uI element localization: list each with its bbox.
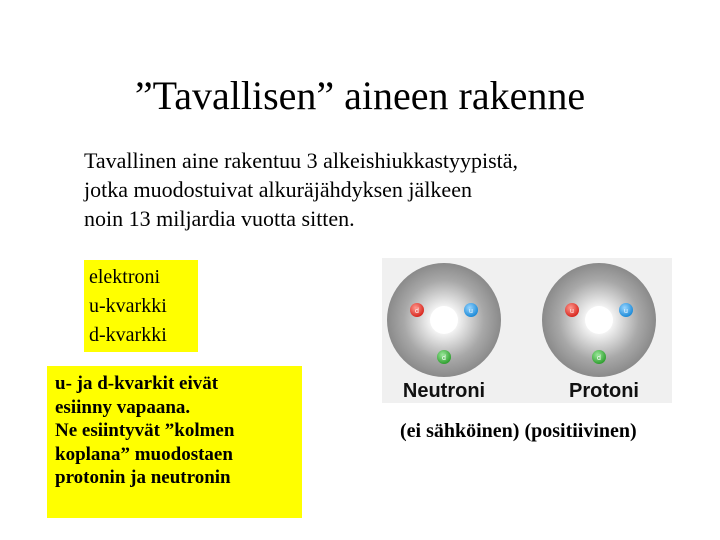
neutron-quark-1-label: d <box>415 308 419 315</box>
particle-d-quark: d-kvarkki <box>89 324 167 346</box>
neutron-diagram <box>387 263 501 377</box>
particle-u-quark: u-kvarkki <box>89 295 167 317</box>
nucleon-figure <box>382 258 672 403</box>
intro-text <box>84 146 684 233</box>
neutron-label: Neutroni <box>402 380 486 402</box>
note-line: Ne esiintyvät ”kolmen <box>55 420 235 441</box>
note-line: koplana” muodostaen <box>55 443 233 465</box>
charge-caption: (ei sähköinen) (positiivinen) <box>400 420 637 442</box>
proton-diagram <box>542 263 656 377</box>
particle-list-box <box>84 260 198 352</box>
quark-note-box <box>47 366 302 518</box>
neutron-quark-3-label: d <box>442 355 446 362</box>
slide-title: ”Tavallisen” aineen rakenne <box>134 73 586 118</box>
intro-line: Tavallinen aine rakentuu 3 alkeishiukkastyypistä, <box>84 148 519 173</box>
proton-label: Protoni <box>569 380 639 402</box>
proton-quark-1-label: u <box>570 308 574 315</box>
proton-quark-3-label: d <box>597 355 601 362</box>
neutron-quark-2-label: u <box>469 308 473 315</box>
note-line: protonin ja neutronin <box>55 467 231 488</box>
intro-line: noin 13 miljardia vuotta sitten. <box>84 206 355 231</box>
neutron-core <box>430 306 458 334</box>
particle-electron: elektroni <box>89 266 161 288</box>
proton-quark-2-label: u <box>624 308 628 315</box>
note-line: u- ja d-kvarkit eivät <box>55 373 219 394</box>
intro-line: jotka muodostuivat alkuräjähdyksen jälkeen <box>84 177 472 202</box>
note-line: esiinny vapaana. <box>55 396 191 418</box>
proton-core <box>585 306 613 334</box>
